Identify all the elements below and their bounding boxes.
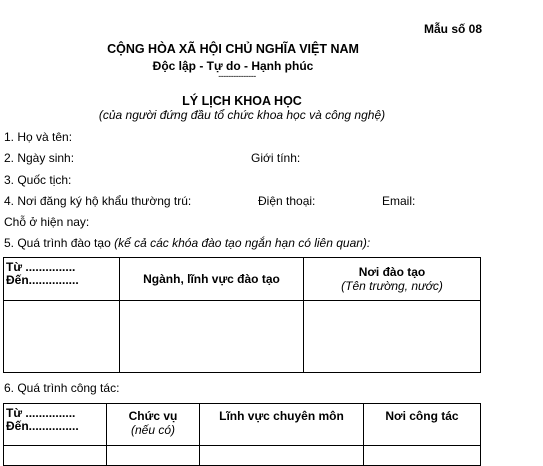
training-cell-field[interactable] — [120, 301, 304, 373]
work-table-header-row — [4, 404, 481, 446]
document-subtitle: (của người đứng đầu tổ chức khoa học và công nghệ) — [98, 108, 386, 122]
work-table-row — [4, 446, 481, 466]
work-cell-position[interactable] — [107, 446, 200, 466]
training-table-header-row — [4, 258, 481, 301]
work-col-workplace-cell — [364, 404, 481, 446]
field-name-label: 1. Họ và tên: — [4, 130, 73, 144]
header-divider: --------------- — [218, 71, 256, 81]
work-cell-field[interactable] — [200, 446, 364, 466]
work-col-position-cell — [107, 404, 200, 446]
training-col-period — [4, 258, 120, 301]
training-col-place: Nơi đào tạo — [358, 265, 426, 279]
field-current-address-label: Chỗ ở hiện nay: — [4, 215, 90, 229]
section5-heading — [4, 236, 370, 250]
field-email-label: Email: — [382, 194, 416, 208]
field-phone-label: Điện thoại: — [258, 194, 316, 208]
work-history-table — [3, 403, 481, 466]
field-gender-label: Giới tính: — [251, 151, 301, 165]
training-col-to: Đến............... — [6, 273, 79, 287]
work-col-to: Đến............... — [6, 419, 79, 433]
document-title: LÝ LỊCH KHOA HỌC — [182, 94, 302, 108]
training-col-from: Từ ............... — [6, 260, 76, 274]
field-nationality-label: 3. Quốc tịch: — [4, 173, 72, 187]
training-col-field-cell — [120, 258, 304, 301]
section6-heading: 6. Quá trình công tác: — [4, 381, 120, 395]
work-cell-period[interactable] — [4, 446, 107, 466]
work-col-position: Chức vụ — [128, 409, 178, 423]
training-col-field: Ngành, lĩnh vực đào tạo — [143, 272, 280, 286]
section5-label: 5. Quá trình đào tạo — [4, 236, 111, 250]
field-dob-label: 2. Ngày sinh: — [4, 151, 75, 165]
work-col-workplace: Nơi công tác — [385, 409, 459, 423]
section5-note: (kể cả các khóa đào tạo ngắn hạn có liên quan): — [110, 236, 371, 250]
country-heading: CỘNG HÒA XÃ HỘI CHỦ NGHĨA VIỆT NAM — [107, 42, 359, 56]
work-col-from: Từ ............... — [6, 406, 76, 420]
work-col-field: Lĩnh vực chuyên môn — [219, 409, 344, 423]
form-number: Mẫu số 08 — [424, 22, 483, 36]
training-cell-period[interactable] — [4, 301, 120, 373]
work-col-field-cell — [200, 404, 364, 446]
work-col-position-note: (nếu có) — [130, 423, 176, 437]
work-cell-workplace[interactable] — [364, 446, 481, 466]
training-col-place-note: (Tên trường, nước) — [341, 279, 443, 293]
field-residence-label: 4. Nơi đăng ký hộ khẩu thường trú: — [4, 194, 192, 208]
training-table — [3, 257, 481, 373]
training-col-place-cell — [304, 258, 481, 301]
training-cell-place[interactable] — [304, 301, 481, 373]
work-col-period — [4, 404, 107, 446]
training-table-row — [4, 301, 481, 373]
motto: Độc lập - Tự do - Hạnh phúc — [152, 59, 314, 73]
